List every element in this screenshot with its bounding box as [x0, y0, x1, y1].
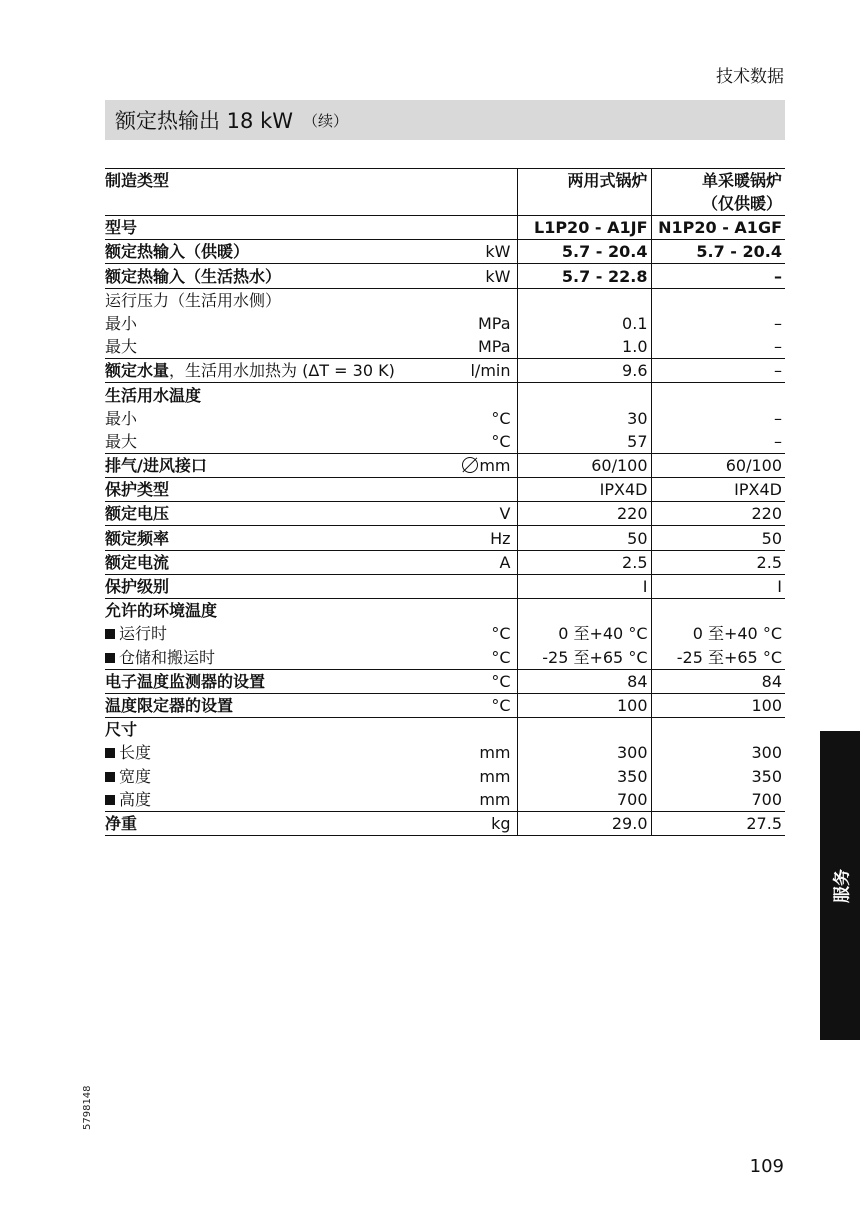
- table-row: [105, 288, 785, 312]
- row-unit: [445, 312, 517, 335]
- table-row: [105, 645, 785, 669]
- row-label-bold: 额定水量: [105, 361, 170, 381]
- row-value-col2: 84: [651, 669, 785, 693]
- table-row: [105, 312, 785, 335]
- row-value-col1: 84: [517, 669, 651, 693]
- table-row: [105, 693, 785, 717]
- row-label-text: 温度限定器的设置: [105, 695, 234, 715]
- row-label: [105, 335, 445, 359]
- row-label-text: 运行压力（生活用水侧）: [105, 290, 282, 310]
- table-row: [105, 811, 785, 835]
- row-value-col1: 5.7 - 22.8: [517, 264, 651, 288]
- row-unit: [445, 288, 517, 312]
- side-tab-label: 服务: [832, 868, 853, 903]
- row-unit-text: °C: [491, 431, 511, 451]
- row-label-text: 额定电压: [105, 504, 170, 524]
- row-unit-text: °C: [491, 647, 511, 667]
- row-label-text: 排气/进风接口: [105, 456, 207, 476]
- row-unit: [445, 264, 517, 288]
- table-header-row: [105, 169, 785, 216]
- row-unit-text: Hz: [490, 528, 511, 548]
- row-label: [105, 288, 445, 312]
- row-unit-text: °C: [491, 624, 511, 644]
- row-label: [105, 811, 445, 835]
- page-title: 额定热输出 18 kW: [115, 109, 293, 133]
- page-title-suffix: （续）: [303, 111, 349, 130]
- row-value-col1: 29.0: [517, 811, 651, 835]
- row-label-text: 电子温度监测器的设置: [105, 671, 266, 691]
- row-label: [105, 453, 445, 477]
- row-label: [105, 693, 445, 717]
- row-value-col2: –: [651, 359, 785, 383]
- row-value-col1: 350: [517, 764, 651, 787]
- row-value-col1: 0.1: [517, 312, 651, 335]
- row-value-col2: 2.5: [651, 550, 785, 574]
- table-row: [105, 264, 785, 288]
- row-label: [105, 741, 445, 764]
- row-value-col2: [651, 288, 785, 312]
- row-label-text: 净重: [105, 813, 138, 833]
- row-unit-text: °C: [491, 671, 511, 691]
- row-label: [105, 599, 445, 623]
- row-value-col2: 700: [651, 788, 785, 812]
- row-label: [105, 430, 445, 454]
- row-label: [105, 502, 445, 526]
- row-value-col1: IPX4D: [517, 478, 651, 502]
- row-value-col1: 2.5: [517, 550, 651, 574]
- table-row: [105, 788, 785, 812]
- row-unit: [445, 741, 517, 764]
- row-label-text: 保护类型: [105, 480, 170, 500]
- table-row: [105, 550, 785, 574]
- row-unit: [445, 764, 517, 787]
- row-unit: [445, 693, 517, 717]
- header-unit: [445, 169, 517, 216]
- row-unit-text: V: [499, 504, 511, 524]
- table-row: [105, 502, 785, 526]
- table-row: [105, 526, 785, 550]
- row-value-col2: [651, 717, 785, 741]
- row-value-col2: -25 至+65 °C: [651, 645, 785, 669]
- row-unit: [445, 599, 517, 623]
- row-unit-text: °C: [491, 695, 511, 715]
- row-value-col1: [517, 717, 651, 741]
- table-row: [105, 383, 785, 407]
- row-unit-text: mm: [479, 456, 511, 476]
- row-unit: [445, 502, 517, 526]
- header-col2: [651, 169, 785, 216]
- row-unit: [445, 430, 517, 454]
- table-row: [105, 574, 785, 598]
- row-label-text: 最小: [105, 313, 138, 333]
- row-label: [105, 216, 445, 240]
- spec-table: [105, 168, 785, 836]
- row-value-col1: 300: [517, 741, 651, 764]
- row-value-col2: I: [651, 574, 785, 598]
- row-unit: [445, 645, 517, 669]
- header-manufacture-type: 制造类型: [105, 169, 445, 216]
- row-unit: [445, 240, 517, 264]
- row-label: [105, 550, 445, 574]
- table-row: [105, 407, 785, 430]
- row-unit: [445, 788, 517, 812]
- row-value-col2: [651, 383, 785, 407]
- row-unit: [445, 574, 517, 598]
- row-label-text: 型号: [105, 218, 138, 238]
- table-row: [105, 430, 785, 454]
- row-unit-text: mm: [479, 766, 511, 786]
- header-col1: 两用式锅炉: [517, 169, 651, 216]
- row-unit-text: MPa: [477, 313, 511, 333]
- section-label: 技术数据: [716, 67, 784, 87]
- row-value-col2: 60/100: [651, 453, 785, 477]
- row-label-text: 额定热输入（供暖）: [105, 242, 250, 262]
- row-value-col1: 700: [517, 788, 651, 812]
- row-label-text: 最大: [105, 337, 138, 357]
- table-row: [105, 359, 785, 383]
- row-unit-text: kW: [485, 242, 511, 262]
- row-value-col1: [517, 288, 651, 312]
- table-row: [105, 599, 785, 623]
- row-unit: [445, 669, 517, 693]
- row-value-col1: 50: [517, 526, 651, 550]
- row-unit: [445, 478, 517, 502]
- row-label-text: 额定电流: [105, 552, 170, 572]
- row-label-text: 仓储和搬运时: [119, 647, 216, 667]
- row-label: [105, 669, 445, 693]
- table-row: [105, 741, 785, 764]
- table-row: [105, 335, 785, 359]
- row-unit: [445, 216, 517, 240]
- diameter-icon: [462, 457, 478, 473]
- row-value-col2: [651, 599, 785, 623]
- row-value-col2: –: [651, 264, 785, 288]
- row-label-text: 运行时: [119, 624, 168, 644]
- row-value-col1: 60/100: [517, 453, 651, 477]
- row-value-col2: 100: [651, 693, 785, 717]
- row-value-col2: N1P20 - A1GF: [651, 216, 785, 240]
- row-label: [105, 645, 445, 669]
- row-unit: [445, 359, 517, 383]
- row-label-text: 允许的环境温度: [105, 601, 218, 621]
- table-row: [105, 453, 785, 477]
- row-label: [105, 264, 445, 288]
- bullet-square-icon: [105, 653, 115, 663]
- row-value-col2: 27.5: [651, 811, 785, 835]
- row-label-rest: ，生活用水加热为 (ΔT = 30 K): [169, 361, 395, 381]
- row-value-col1: [517, 599, 651, 623]
- row-label: [105, 383, 445, 407]
- table-row: [105, 240, 785, 264]
- bullet-square-icon: [105, 629, 115, 639]
- row-value-col2: 5.7 - 20.4: [651, 240, 785, 264]
- row-label: [105, 717, 445, 741]
- row-value-col2: –: [651, 335, 785, 359]
- row-unit: [445, 622, 517, 645]
- row-value-col2: 50: [651, 526, 785, 550]
- row-label: [105, 407, 445, 430]
- row-unit: [445, 717, 517, 741]
- row-unit-text: mm: [479, 743, 511, 763]
- row-unit: [445, 526, 517, 550]
- table-row: [105, 669, 785, 693]
- row-unit: [445, 453, 517, 477]
- row-value-col1: 100: [517, 693, 651, 717]
- row-unit-text: MPa: [477, 337, 511, 357]
- row-label-text: 最大: [105, 431, 138, 451]
- row-value-col2: 220: [651, 502, 785, 526]
- table-row: [105, 622, 785, 645]
- row-value-col1: I: [517, 574, 651, 598]
- row-value-col1: 0 至+40 °C: [517, 622, 651, 645]
- row-label: [105, 312, 445, 335]
- table-row: [105, 717, 785, 741]
- row-value-col1: 30: [517, 407, 651, 430]
- row-label-text: 高度: [119, 789, 152, 809]
- row-value-col2: –: [651, 312, 785, 335]
- page-number: 109: [749, 1156, 784, 1177]
- row-value-col1: 5.7 - 20.4: [517, 240, 651, 264]
- row-unit-text: A: [499, 552, 511, 572]
- row-label: [105, 788, 445, 812]
- row-label: [105, 526, 445, 550]
- row-value-col1: 57: [517, 430, 651, 454]
- header-col2-line1: 单采暖锅炉: [701, 171, 782, 190]
- bullet-square-icon: [105, 795, 115, 805]
- side-tab-service: [820, 731, 860, 1040]
- row-value-col2: IPX4D: [651, 478, 785, 502]
- row-value-col2: –: [651, 430, 785, 454]
- row-unit-text: °C: [491, 408, 511, 428]
- bullet-square-icon: [105, 772, 115, 782]
- row-label: [105, 622, 445, 645]
- bullet-square-icon: [105, 748, 115, 758]
- document-id: 5798148: [82, 1085, 93, 1130]
- row-value-col1: [517, 383, 651, 407]
- row-label-text: 生活用水温度: [105, 385, 202, 405]
- row-label-text: 尺寸: [105, 720, 138, 740]
- row-unit-text: l/min: [470, 361, 511, 381]
- table-row: [105, 764, 785, 787]
- row-value-col2: 350: [651, 764, 785, 787]
- row-label-text: 长度: [119, 743, 152, 763]
- row-value-col1: 220: [517, 502, 651, 526]
- row-label: [105, 764, 445, 787]
- header-col2-line2: （仅供暖）: [701, 194, 782, 213]
- row-value-col1: 9.6: [517, 359, 651, 383]
- row-unit: [445, 407, 517, 430]
- row-unit-text: kW: [485, 266, 511, 286]
- row-label-text: 宽度: [119, 766, 152, 786]
- row-unit-text: mm: [479, 789, 511, 809]
- row-value-col1: 1.0: [517, 335, 651, 359]
- row-value-col1: L1P20 - A1JF: [517, 216, 651, 240]
- row-value-col2: –: [651, 407, 785, 430]
- row-label: [105, 478, 445, 502]
- row-unit-text: kg: [491, 813, 511, 833]
- table-row: [105, 478, 785, 502]
- row-unit: [445, 811, 517, 835]
- row-label-text: 保护级别: [105, 577, 170, 596]
- row-value-col1: -25 至+65 °C: [517, 645, 651, 669]
- row-label: [105, 574, 445, 598]
- row-label-text: 额定频率: [105, 528, 170, 548]
- row-value-col2: 0 至+40 °C: [651, 622, 785, 645]
- row-value-col2: 300: [651, 741, 785, 764]
- row-unit: [445, 550, 517, 574]
- row-unit: [445, 383, 517, 407]
- row-label: [105, 359, 445, 383]
- table-row: [105, 216, 785, 240]
- row-unit: [445, 335, 517, 359]
- row-label-text: 最小: [105, 408, 138, 428]
- row-label: [105, 240, 445, 264]
- row-label-text: 额定热输入（生活热水）: [105, 266, 282, 286]
- title-bar: [105, 100, 785, 140]
